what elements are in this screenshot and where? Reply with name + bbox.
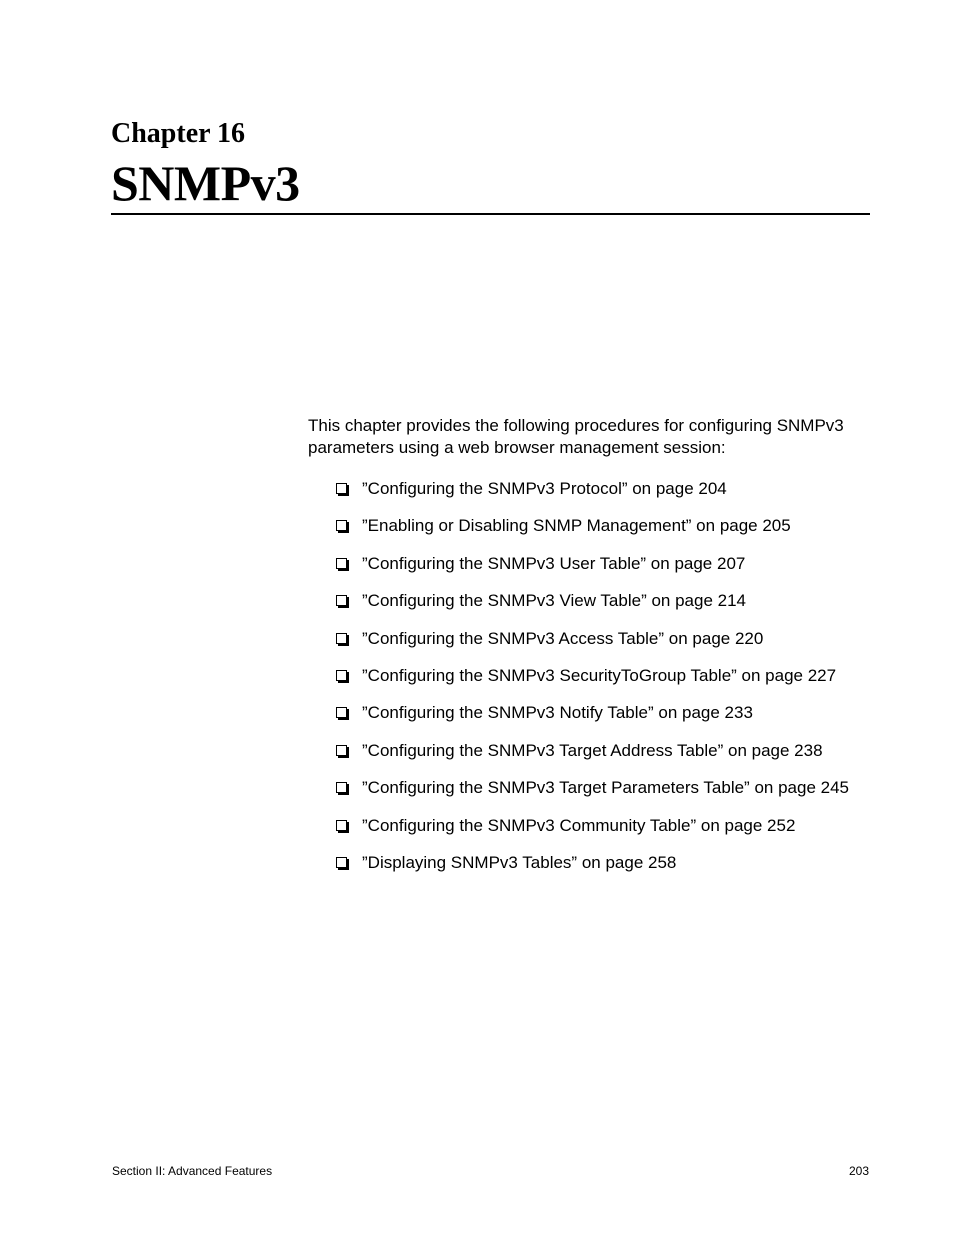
checkbox-icon xyxy=(336,782,347,793)
checkbox-icon xyxy=(336,558,347,569)
list-item[interactable] xyxy=(336,627,896,664)
chapter-title: SNMPv3 xyxy=(111,155,300,211)
checkbox-icon xyxy=(336,707,347,718)
checkbox-icon xyxy=(336,520,347,531)
list-item[interactable] xyxy=(336,589,896,626)
chapter-label: Chapter 16 xyxy=(111,118,246,149)
list-item[interactable] xyxy=(336,851,896,888)
procedure-link[interactable]: ”Configuring the SNMPv3 Notify Table” on page 233 xyxy=(362,703,753,723)
procedure-link[interactable]: ”Configuring the SNMPv3 View Table” on page 214 xyxy=(362,591,746,611)
procedure-link[interactable]: ”Displaying SNMPv3 Tables” on page 258 xyxy=(362,852,677,872)
checkbox-icon xyxy=(336,595,347,606)
list-item[interactable] xyxy=(336,514,896,551)
checkbox-icon xyxy=(336,670,347,681)
list-item[interactable] xyxy=(336,739,896,776)
checkbox-icon xyxy=(336,745,347,756)
checkbox-icon xyxy=(336,820,347,831)
list-item[interactable] xyxy=(336,664,896,701)
checkbox-icon xyxy=(336,633,347,644)
intro-paragraph: This chapter provides the following procedures for configuring SNMPv3 parameters using a web browser management session: xyxy=(308,416,844,457)
checkbox-icon xyxy=(336,857,347,868)
procedure-link[interactable]: ”Configuring the SNMPv3 User Table” on page 207 xyxy=(362,553,746,573)
title-divider xyxy=(111,213,870,215)
list-item[interactable] xyxy=(336,477,896,514)
procedure-link[interactable]: ”Configuring the SNMPv3 Target Address Table” on page 238 xyxy=(362,740,823,760)
procedure-link[interactable]: ”Configuring the SNMPv3 Access Table” on page 220 xyxy=(362,628,764,648)
footer-page-number: 203 xyxy=(848,1164,869,1178)
procedure-link[interactable]: ”Configuring the SNMPv3 Target Parameters Table” on page 245 xyxy=(362,778,849,798)
procedure-link[interactable]: ”Configuring the SNMPv3 Protocol” on page 204 xyxy=(362,479,727,498)
list-item[interactable] xyxy=(336,552,896,589)
procedure-link[interactable]: ”Enabling or Disabling SNMP Management” on page 205 xyxy=(362,516,791,536)
procedure-link[interactable]: ”Configuring the SNMPv3 SecurityToGroup Table” on page 227 xyxy=(362,665,837,685)
checkbox-icon xyxy=(336,483,347,494)
list-item[interactable] xyxy=(336,776,896,813)
procedure-list xyxy=(336,477,896,888)
list-item[interactable] xyxy=(336,701,896,738)
list-item[interactable] xyxy=(336,814,896,851)
footer-section-title: Section II: Advanced Features xyxy=(112,1164,273,1178)
procedure-link[interactable]: ”Configuring the SNMPv3 Community Table” on page 252 xyxy=(362,815,796,835)
